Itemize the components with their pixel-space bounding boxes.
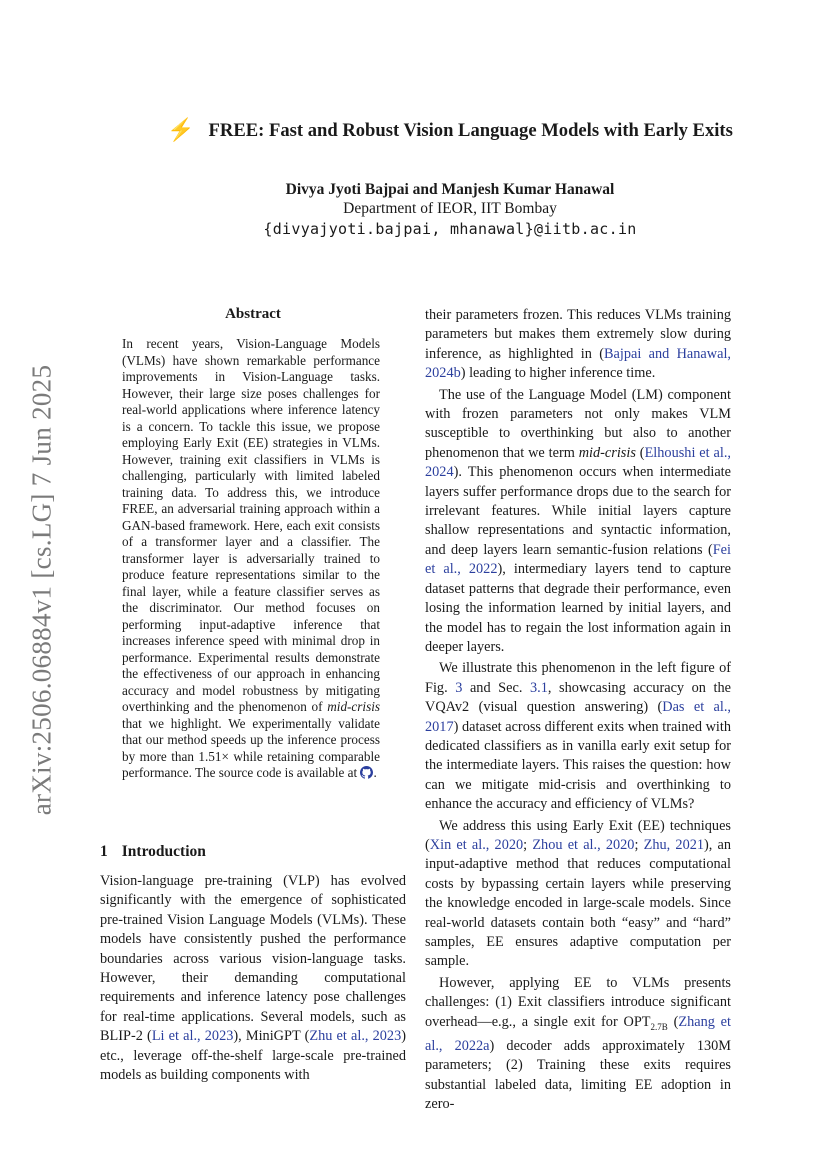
section-title: Introduction xyxy=(121,843,206,860)
body-text: We address this using Early Exit (EE) techniques ( xyxy=(425,817,731,853)
body-text: ; xyxy=(634,836,644,853)
body-text: ) dataset across different exits when trained with dedicated classifiers as in vanilla early exit setup for the intermediate layers. This raises the question: how can we mitigate mid-crisis and overthinking to enhance the accuracy and efficiency of VLMs? xyxy=(425,718,731,813)
body-text: ), an input-adaptive method that reduces computational costs by bypassing certain layers while preserving the knowledge encoded in large-scale models. Since real-world datasets contain both “easy” and “hard” samples, EE ensures adaptive computation per sample. xyxy=(425,836,732,970)
citation-link[interactable]: Bajpai and Hanawal, 2024b xyxy=(425,345,731,382)
citation-link[interactable]: Zhu et al., 2023 xyxy=(309,1028,402,1045)
body-text: ). This phenomenon occurs when intermediate layers suffer performance drops due to the search for irrelevant features. While initial layers capture shallow representations and syntactic information, and deep layers learn semantic-fusion relations ( xyxy=(425,464,731,558)
intro-text: ) etc., leverage off-the-shelf large-scale pre-trained models as building components with xyxy=(100,1028,406,1084)
abstract-heading: Abstract xyxy=(225,306,281,322)
body-text: ) leading to higher inference time. xyxy=(460,365,656,382)
body-text: We illustrate this phenomenon in the left figure of Fig. xyxy=(425,660,731,696)
authors: Divya Jyoti Bajpai and Manjesh Kumar Hanawal xyxy=(285,181,615,198)
intro-text: Vision-language pre-training (VLP) has evolved significantly with the emergence of sophisticated pre-trained Vision Language Models (VLMs). These models have consistently pushed the performance boundaries across various vision-language tasks. However, their demanding computational requirements and inference latency pose challenges for real-time applications. Several models, such as BLIP-2 ( xyxy=(100,873,406,1045)
citation-link[interactable]: Zhu, 2021 xyxy=(643,836,705,853)
abstract-italic-term: mid-crisis xyxy=(327,699,380,714)
body-text: and Sec. xyxy=(462,679,530,696)
section-number: 1 xyxy=(100,843,108,860)
citation-link[interactable]: Zhang et al., 2022a xyxy=(425,1013,732,1054)
lightning-bolt-icon: ⚡ xyxy=(167,117,195,142)
title-text: FREE: Fast and Robust Vision Language Models with Early Exits xyxy=(208,120,733,141)
body-text: ; xyxy=(523,836,533,853)
arxiv-stamp xyxy=(22,350,62,830)
figure-ref-link[interactable]: 3 xyxy=(455,679,463,696)
right-column-body xyxy=(425,306,731,1115)
email: {divyajyoti.bajpai, mhanawal}@iitb.ac.in xyxy=(263,220,637,238)
body-text: The use of the Language Model (LM) component with frozen parameters not only makes VLM susceptible to overthinking but also to another phenomenon that we term xyxy=(425,386,731,461)
citation-link[interactable]: Fei et al., 2022 xyxy=(425,541,731,578)
arxiv-stamp-text: arXiv:2506.06884v1 [cs.LG] 7 Jun 2025 xyxy=(26,364,57,816)
body-text: ), intermediary layers tend to capture dataset patterns that degrade their performance, even losing the information learned by initial layers, and the model has to regain the lost information again in deeper layers. xyxy=(425,561,731,655)
citation-link[interactable]: Das et al., 2017 xyxy=(425,699,731,735)
citation-link[interactable]: Zhou et al., 2020 xyxy=(532,836,635,853)
citation-link[interactable]: Xin et al., 2020 xyxy=(429,836,524,853)
abstract-text-2: that we highlight. We experimentally validate that our method speeds up the inference process by more than 1.51× while retaining comparable performance. The source code is available at xyxy=(122,715,380,780)
section-ref-link[interactable]: 3.1 xyxy=(529,679,548,696)
abstract-body xyxy=(122,336,380,784)
introduction-body xyxy=(100,872,406,1085)
abstract-end: . xyxy=(373,765,377,780)
italic-term: mid-crisis xyxy=(578,444,636,461)
section-heading-introduction xyxy=(100,843,406,861)
body-text: ( xyxy=(635,444,645,461)
github-icon[interactable] xyxy=(360,766,373,784)
body-text: ( xyxy=(667,1013,679,1030)
body-text: However, applying EE to VLMs presents challenges: (1) Exit classifiers introduce significant overhead—e.g., a single exit for OPT xyxy=(425,974,731,1030)
intro-text: ), MiniGPT ( xyxy=(233,1028,310,1045)
citation-link[interactable]: Li et al., 2023 xyxy=(151,1028,234,1045)
paper-title xyxy=(100,116,800,142)
citation-link[interactable]: Elhoushi et al., 2024 xyxy=(425,444,731,481)
body-text: , showcasing accuracy on the VQAv2 (visual question answering) ( xyxy=(425,679,731,716)
subscript: 2.7B xyxy=(650,1021,668,1032)
affiliation: Department of IEOR, IIT Bombay xyxy=(343,200,557,217)
abstract-text: In recent years, Vision-Language Models (VLMs) have shown remarkable performance improvements in Vision-Language tasks. However, their large size poses challenges for real-world applications where inference latency is a concern. To tackle this issue, we propose employing Early Exit (EE) strategies in VLMs. However, training exit classifiers in VLMs is challenging, particularly with limited labeled training data. To address this, we introduce FREE, an adversarial training approach within a GAN-based framework. Here, each exit consists of a transformer layer and a classifier. The transformer layer is adversarially trained to produce feature representations similar to the final layer, while a feature classifier serves as the discriminator. Our method focuses on performing input-adaptive inference that increases inference speed with minimal drop in performance. Experimental results demonstrate the effectiveness of our approach in enhancing accuracy and model robustness by mitigating overthinking and the phenomenon of xyxy=(122,336,380,714)
body-text: their parameters frozen. This reduces VLMs training parameters but makes them extremely slow during inference, as highlighted in ( xyxy=(425,307,731,362)
body-text: ) decoder adds approximately 130M parameters; (2) Training these exits requires substantial labeled data, limiting EE adoption in zero- xyxy=(425,1037,732,1113)
